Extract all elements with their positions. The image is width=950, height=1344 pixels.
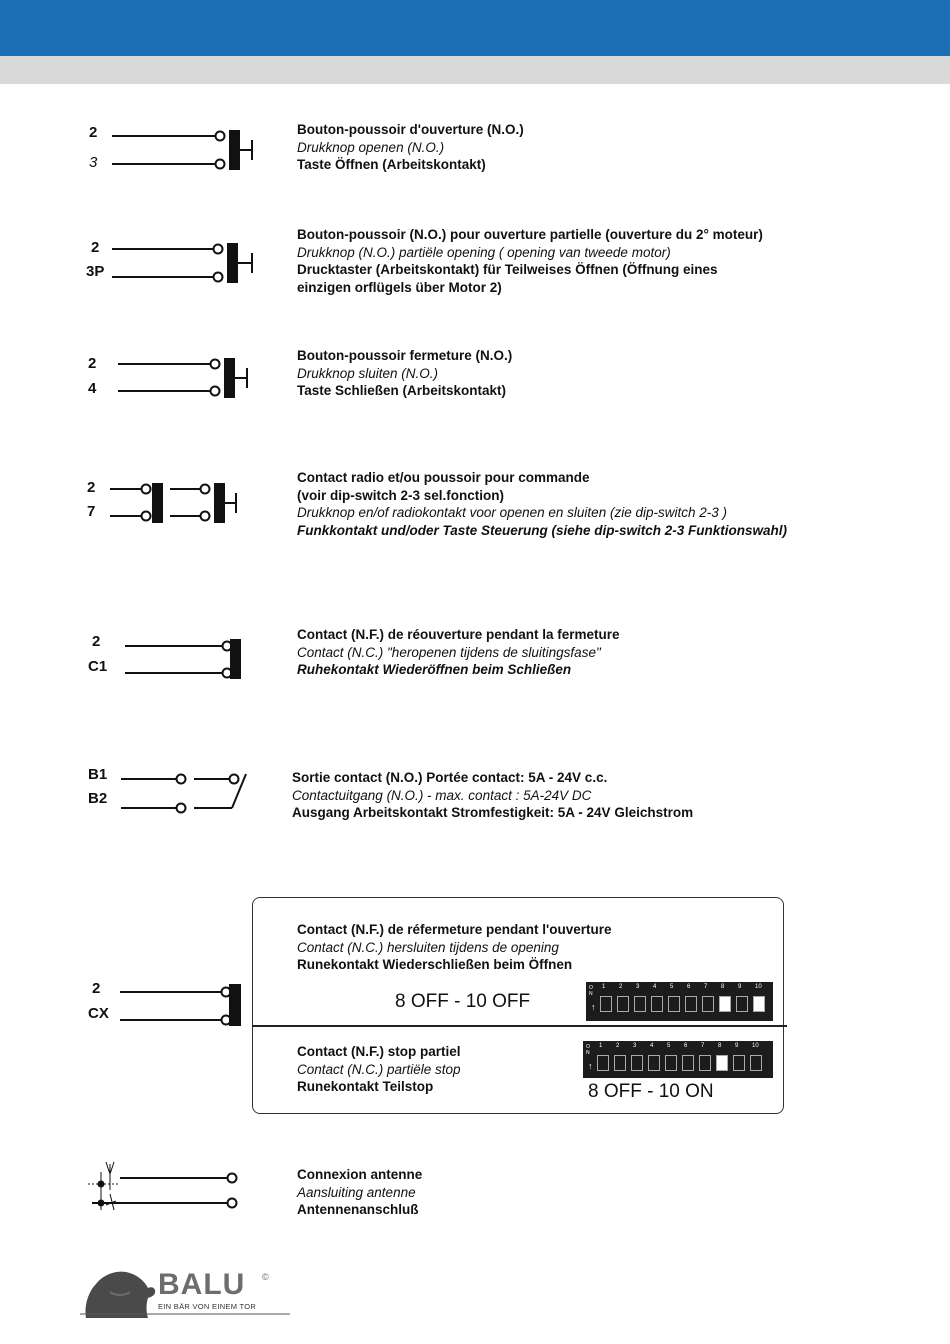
text-nl: Drukknop sluiten (N.O.): [297, 365, 439, 381]
text-de: Runekontakt Wiederschließen beim Öffnen: [297, 957, 573, 972]
dip-arrow-icon: ↑: [588, 1061, 593, 1071]
description-partial: [297, 226, 763, 296]
description-c1: [297, 626, 620, 679]
dip-switch-number: 10: [755, 984, 762, 990]
dip-switch-lever: [685, 996, 697, 1012]
text-de: Runekontakt Teilstop: [297, 1079, 434, 1094]
text-fr: Connexion antenne: [297, 1167, 423, 1182]
antenna-symbol: [88, 1162, 237, 1210]
text-fr: Contact radio et/ou poussoir pour commande: [297, 470, 590, 485]
dip-switch-number: 3: [633, 1043, 637, 1049]
description-close: [297, 347, 512, 400]
terminal-label: 7: [87, 503, 96, 520]
dip-switch-lower: [583, 1041, 773, 1078]
dip-switch-number: 2: [616, 1043, 620, 1049]
copyright-mark: ©: [262, 1272, 269, 1282]
terminal-label: B2: [88, 790, 108, 807]
dip-switch-number: 1: [602, 984, 606, 990]
description-antenna: [297, 1166, 422, 1219]
dip-on-label: O N: [586, 1044, 590, 1056]
text-de: Taste Schließen (Arbeitskontakt): [297, 383, 507, 398]
text-fr: Bouton-poussoir d'ouverture (N.O.): [297, 122, 524, 137]
dip-switch-lever: [682, 1055, 694, 1071]
terminal-label: 2: [92, 980, 101, 997]
dip-switch-number: 2: [619, 984, 623, 990]
text-de: Drucktaster (Arbeitskontakt) für Teilweises Öffnen (Öffnung eines: [297, 262, 718, 277]
dip-switch-number: 9: [735, 1043, 739, 1049]
terminal-label: CX: [88, 1005, 109, 1022]
terminal-label: 3P: [86, 263, 105, 280]
text-nl: Contact (N.C.) hersluiten tijdens de opening: [297, 939, 559, 955]
dip-switch-lever: [753, 996, 765, 1012]
dip-switch-number: 6: [684, 1043, 688, 1049]
text-nl: Contact (N.C.) "heropenen tijdens de sluitingsfase": [297, 644, 601, 660]
terminal-label: B1: [88, 766, 108, 783]
description-radio: [297, 469, 787, 539]
description-output: [292, 769, 693, 822]
dip-switch-lever: [668, 996, 680, 1012]
dip-caption-upper: 8 OFF - 10 OFF: [395, 991, 531, 1012]
dip-switch-number: 7: [701, 1043, 705, 1049]
text-nl: Drukknop openen (N.O.): [297, 139, 445, 155]
dip-switch-lever: [702, 996, 714, 1012]
dip-switch-number: 5: [670, 984, 674, 990]
text-de: Taste Öffnen (Arbeitskontakt): [297, 157, 486, 172]
dip-switch-lever: [617, 996, 629, 1012]
dip-switch-number: 7: [704, 984, 708, 990]
dip-switch-number: 5: [667, 1043, 671, 1049]
text-fr: Bouton-poussoir fermeture (N.O.): [297, 348, 513, 363]
dip-switch-number: 6: [687, 984, 691, 990]
text-nl: Drukknop en/of radiokontakt voor openen en sluiten (zie dip-switch 2-3 ): [297, 505, 727, 520]
dip-switch-lever: [597, 1055, 609, 1071]
dip-switch-lever: [600, 996, 612, 1012]
dip-switch-lever: [716, 1055, 728, 1071]
text-fr: Bouton-poussoir (N.O.) pour ouverture partielle (ouverture du 2° moteur): [297, 227, 763, 242]
nc-contact-symbol-c1: [125, 640, 240, 678]
dip-switch-lever: [699, 1055, 711, 1071]
nc-contact-symbol-cx: [120, 985, 240, 1025]
terminal-label: 2: [87, 479, 96, 496]
text-fr: Contact (N.F.) de réfermeture pendant l'ouverture: [297, 922, 612, 937]
dip-switch-lever: [750, 1055, 762, 1071]
text-fr: Contact (N.F.) stop partiel: [297, 1044, 461, 1059]
description-cx-reclose: [297, 921, 612, 974]
pushbutton-symbol-partial: [112, 244, 252, 282]
terminal-label: 3: [89, 154, 98, 171]
text-de: Funkkontakt und/oder Taste Steuerung (siehe dip-switch 2-3 Funktionswahl): [297, 522, 788, 538]
text-nl: Aansluiting antenne: [297, 1184, 416, 1200]
dip-switch-number: 10: [752, 1043, 759, 1049]
text-de: Ruhekontakt Wiederöffnen beim Schließen: [297, 662, 572, 677]
dip-switch-number: 4: [650, 1043, 654, 1049]
cx-box-divider: [252, 1025, 787, 1027]
dip-switch-number: 8: [718, 1043, 722, 1049]
terminal-label: C1: [88, 658, 108, 675]
dip-switch-lever: [648, 1055, 660, 1071]
text-de: Ausgang Arbeitskontakt Stromfestigkeit: 5A - 24V Gleichstrom: [292, 805, 694, 820]
pushbutton-symbol-open: [112, 131, 252, 169]
terminal-label: 4: [88, 380, 97, 397]
text-fr: Contact (N.F.) de réouverture pendant la fermeture: [297, 627, 620, 642]
dip-switch-number: 1: [599, 1043, 603, 1049]
dip-switch-number: 8: [721, 984, 725, 990]
logo-tagline: EIN BÄR VON EINEM TOR: [158, 1302, 257, 1311]
dip-switch-upper: [586, 982, 773, 1021]
terminal-label: 2: [89, 124, 98, 141]
dip-switch-lever: [651, 996, 663, 1012]
dip-on-label: O N: [589, 985, 593, 997]
radio-contact-symbol: [110, 484, 236, 522]
text-nl: Contact (N.C.) partiële stop: [297, 1061, 461, 1077]
text-fr-cont: (voir dip-switch 2-3 sel.fonction): [297, 487, 505, 503]
dip-switch-lever: [733, 1055, 745, 1071]
dip-caption-lower: 8 OFF - 10 ON: [588, 1081, 714, 1102]
terminal-label: 2: [88, 355, 97, 372]
dip-switch-lever: [736, 996, 748, 1012]
dip-switch-number: 9: [738, 984, 742, 990]
relay-output-symbol: [121, 774, 246, 813]
text-de-cont: einzigen orflügels über Motor 2): [297, 279, 502, 295]
dip-switch-lever: [634, 996, 646, 1012]
description-cx-stop: [297, 1043, 461, 1096]
text-de: Antennenanschluß: [297, 1202, 419, 1217]
terminal-label: 2: [91, 239, 100, 256]
terminal-label: 2: [92, 633, 101, 650]
dip-switch-lever: [665, 1055, 677, 1071]
logo-wordmark: BALU: [158, 1268, 246, 1301]
pushbutton-symbol-close: [118, 359, 247, 397]
description-open: [297, 121, 524, 174]
dip-arrow-icon: ↑: [591, 1002, 596, 1012]
dip-switch-lever: [614, 1055, 626, 1071]
dip-switch-lever: [631, 1055, 643, 1071]
text-nl: Contactuitgang (N.O.) - max. contact : 5A-24V DC: [292, 787, 592, 803]
text-nl: Drukknop (N.O.) partiële opening ( opening van tweede motor): [297, 244, 671, 260]
dip-switch-lever: [719, 996, 731, 1012]
dip-switch-number: 3: [636, 984, 640, 990]
text-fr: Sortie contact (N.O.) Portée contact: 5A - 24V c.c.: [292, 770, 608, 785]
dip-switch-number: 4: [653, 984, 657, 990]
